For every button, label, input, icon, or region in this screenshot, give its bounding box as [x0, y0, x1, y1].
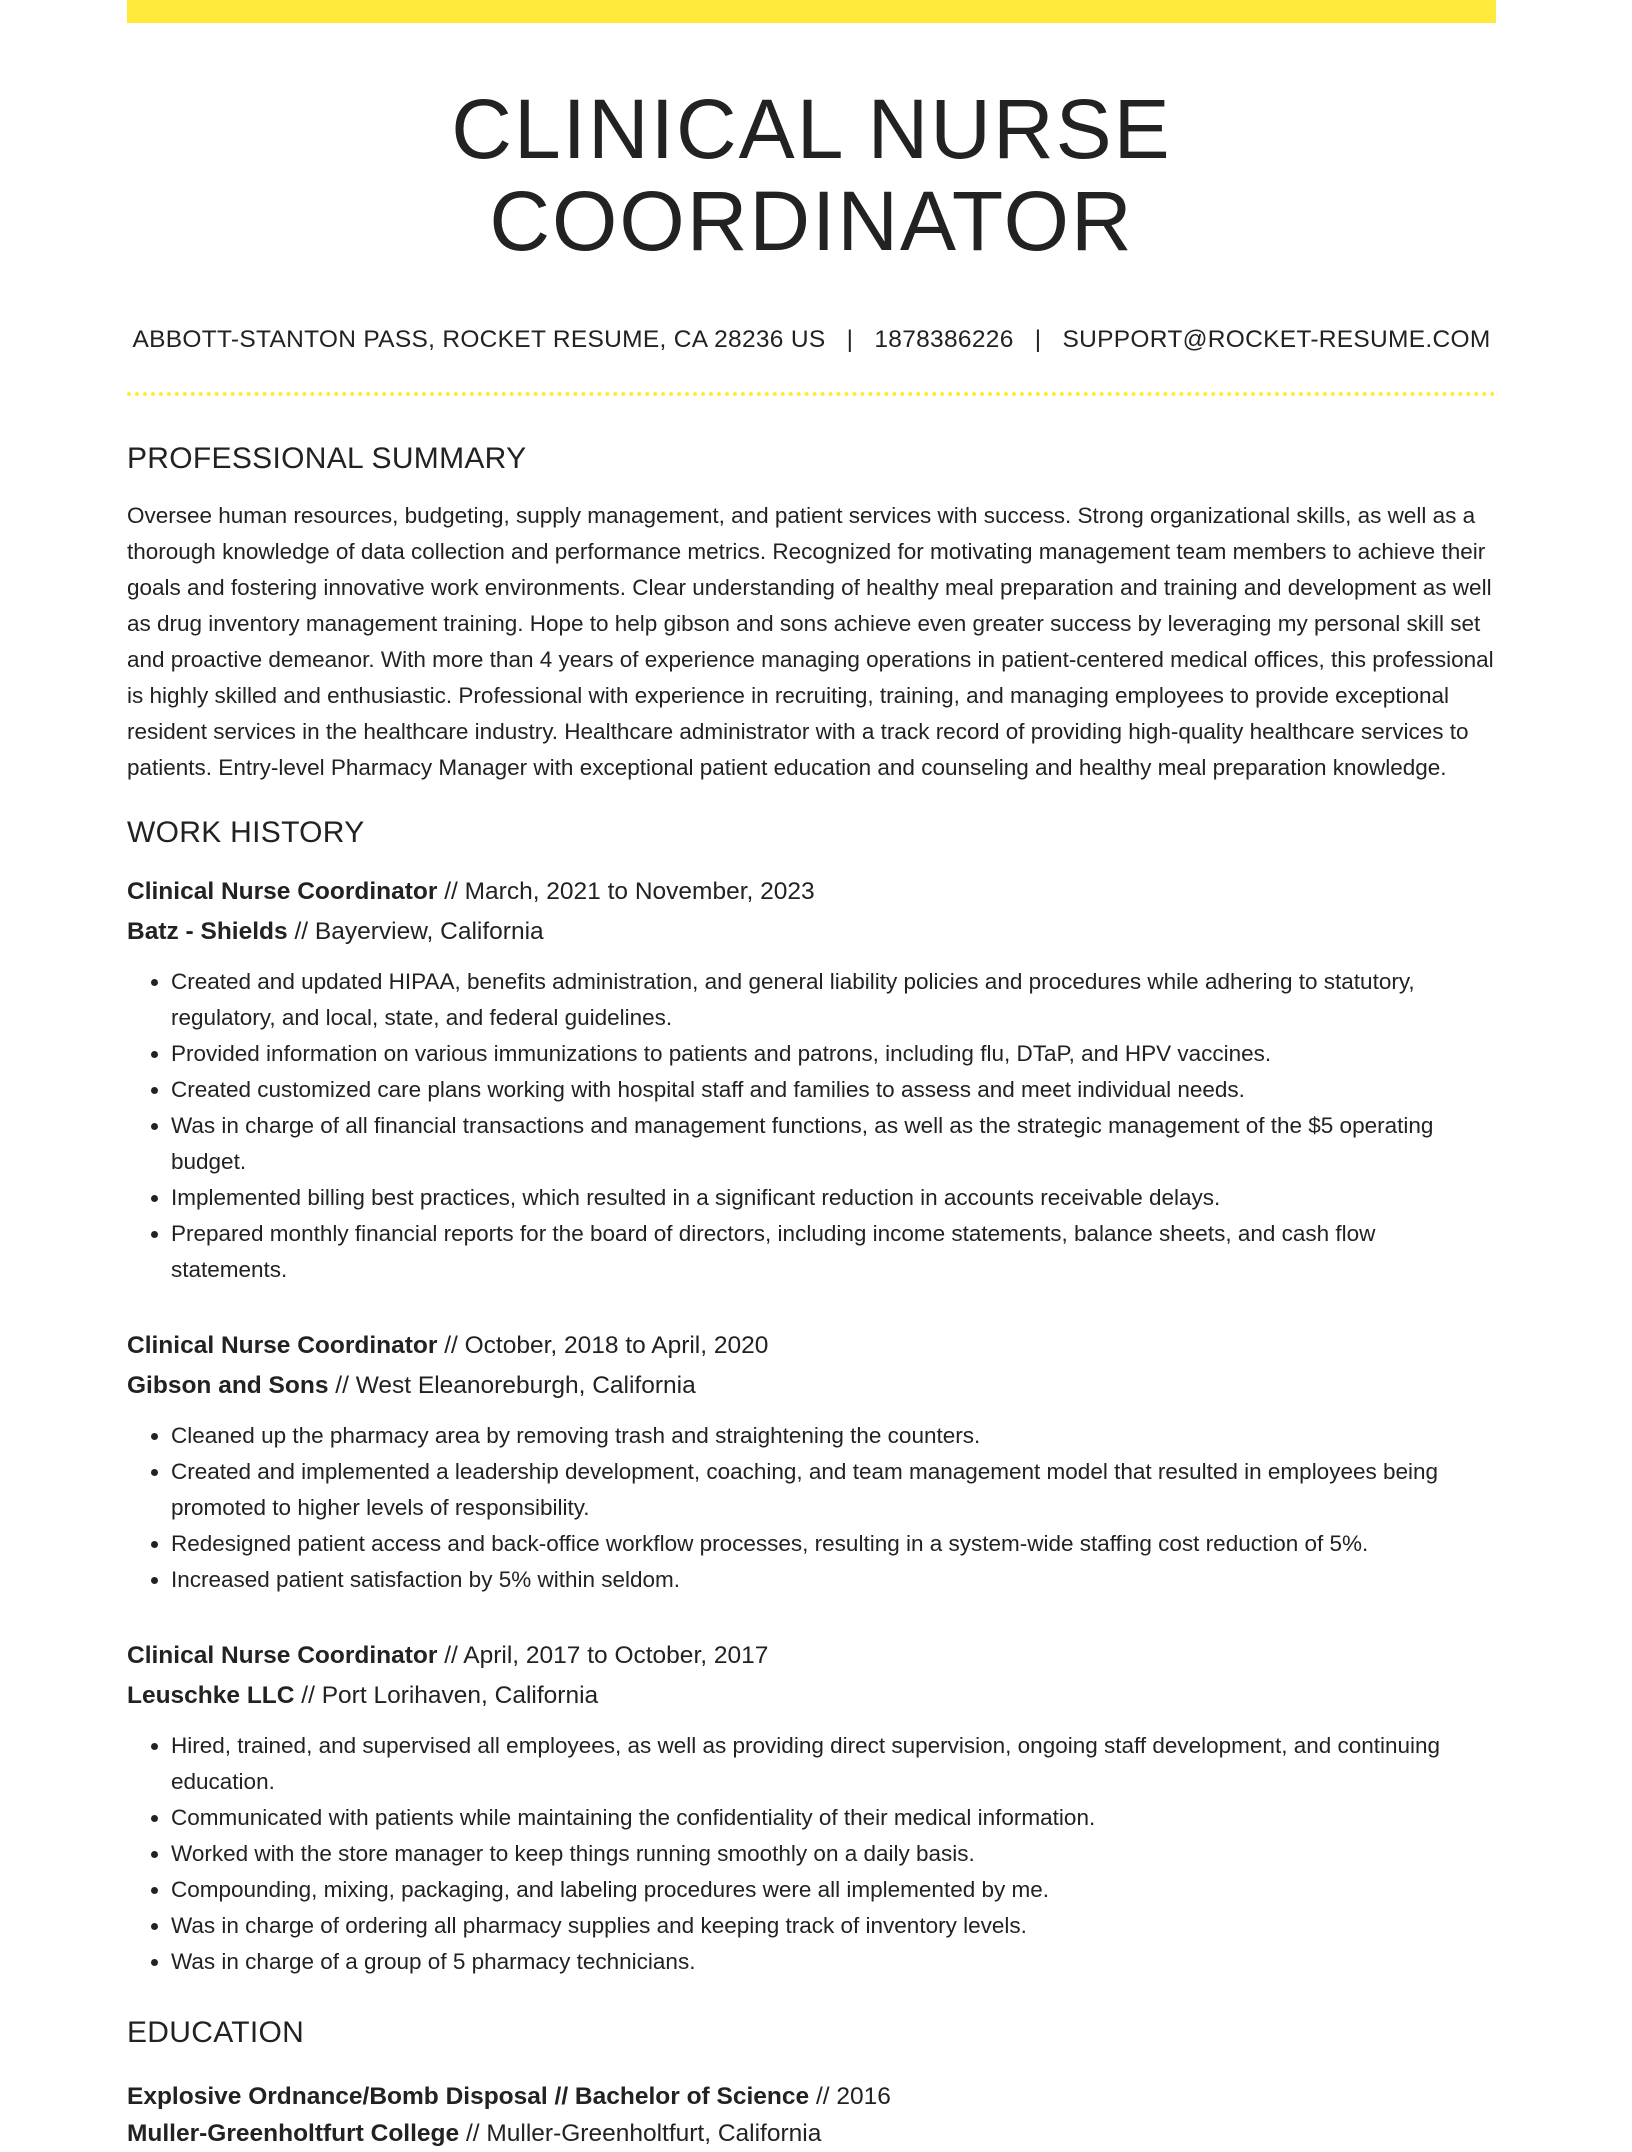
resume-title: CLINICAL NURSE COORDINATOR [451, 82, 1172, 269]
job-location: // Port Lorihaven, California [301, 1681, 599, 1709]
job-bullet: • Redesigned patient access and back-office workflow processes, resulting in a system-wide staffing cost reduction of 5%. [171, 1526, 1496, 1562]
job-title-line [127, 872, 1496, 912]
job-company: Leuschke LLC [127, 1681, 295, 1709]
job-entry [127, 1636, 1496, 1980]
education-degree-line [127, 2078, 1496, 2115]
contact-email: SUPPORT@ROCKET-RESUME.COM [1062, 325, 1491, 353]
contact-separator: | [1034, 325, 1042, 353]
job-title-line [127, 1326, 1496, 1366]
job-dates: // October, 2018 to April, 2020 [444, 1331, 769, 1359]
job-bullet: • Hired, trained, and supervised all employees, as well as providing direct supervision, ongoing staff development, and continuing education. [171, 1728, 1496, 1800]
job-entry [127, 1326, 1496, 1598]
job-bullet: • Worked with the store manager to keep things running smoothly on a daily basis. [171, 1836, 1496, 1872]
job-entry [127, 872, 1496, 1288]
job-bullet-list [127, 964, 1496, 1288]
education-entry [127, 2078, 1496, 2152]
contact-phone: 1878386226 [874, 325, 1014, 353]
work-history-heading: WORK HISTORY [127, 815, 365, 849]
dotted-divider [127, 392, 1496, 396]
education-heading: EDUCATION [127, 2015, 305, 2049]
accent-top-bar [127, 0, 1496, 23]
education-school-line [127, 2115, 1496, 2152]
job-company-line [127, 1676, 1496, 1716]
job-bullet: • Prepared monthly financial reports for the board of directors, including income statements, balance sheets, and cash flow statements. [171, 1216, 1496, 1288]
contact-address: ABBOTT-STANTON PASS, ROCKET RESUME, CA 28236 US [132, 325, 826, 353]
summary-text: Oversee human resources, budgeting, supply management, and patient services with success. Strong organizational skills, as well as a thorough knowledge of data collection and performance metrics. Recognized for motivating management team members to achieve their goals and fostering innovative work environments. Clear understanding of healthy meal preparation and training and development as well as drug inventory management training. Hope to help gibson and sons achieve even greater success by leveraging my personal skill set and proactive demeanor. With more than 4 years of experience managing operations in patient-centered medical offices, this professional is highly skilled and enthusiastic. Professional with experience in recruiting, training, and managing employees to provide exceptional resident services in the healthcare industry. Healthcare administrator with a track record of providing high-quality healthcare services to patients. Entry-level Pharmacy Manager with exceptional patient education and counseling and healthy meal preparation knowledge. [127, 502, 1494, 780]
education-section [127, 2016, 1496, 2152]
resume-page [127, 0, 1496, 2152]
education-location: // Muller-Greenholtfurt, California [465, 2119, 822, 2147]
job-company-line [127, 912, 1496, 952]
job-company-line [127, 1366, 1496, 1406]
summary-heading: PROFESSIONAL SUMMARY [127, 441, 527, 475]
job-title-line [127, 1636, 1496, 1676]
job-bullet: • Increased patient satisfaction by 5% within seldom. [171, 1562, 1496, 1598]
education-list [127, 2078, 1496, 2152]
summary-section [127, 442, 1496, 786]
job-dates: // April, 2017 to October, 2017 [444, 1641, 769, 1669]
job-bullet: • Communicated with patients while maintaining the confidentiality of their medical information. [171, 1800, 1496, 1836]
job-bullet: • Created and updated HIPAA, benefits administration, and general liability policies and procedures while adhering to statutory, regulatory, and local, state, and federal guidelines. [171, 964, 1496, 1036]
contact-separator: | [846, 325, 854, 353]
job-title: Clinical Nurse Coordinator [127, 1641, 438, 1669]
job-location: // Bayerview, California [294, 917, 544, 945]
education-school: Muller-Greenholtfurt College [127, 2119, 460, 2147]
job-dates: // March, 2021 to November, 2023 [444, 877, 815, 905]
job-title: Clinical Nurse Coordinator [127, 1331, 438, 1359]
job-bullet: • Was in charge of all financial transactions and management functions, as well as the strategic management of the $5 operating budget. [171, 1108, 1496, 1180]
contact-line [127, 326, 1496, 354]
education-year: // 2016 [815, 2082, 891, 2110]
job-bullet: • Created customized care plans working with hospital staff and families to assess and meet individual needs. [171, 1072, 1496, 1108]
job-bullet: • Was in charge of a group of 5 pharmacy technicians. [171, 1944, 1496, 1980]
job-list [127, 872, 1496, 1980]
education-degree: Explosive Ordnance/Bomb Disposal // Bachelor of Science [127, 2082, 810, 2110]
job-bullet: • Provided information on various immunizations to patients and patrons, including flu, DTaP, and HPV vaccines. [171, 1036, 1496, 1072]
job-bullet: • Compounding, mixing, packaging, and labeling procedures were all implemented by me. [171, 1872, 1496, 1908]
job-bullet: • Created and implemented a leadership development, coaching, and team management model that resulted in employees being promoted to higher levels of responsibility. [171, 1454, 1496, 1526]
job-bullet-list [127, 1728, 1496, 1980]
job-location: // West Eleanoreburgh, California [335, 1371, 696, 1399]
job-bullet: • Implemented billing best practices, which resulted in a significant reduction in accounts receivable delays. [171, 1180, 1496, 1216]
work-history-section [127, 816, 1496, 1980]
job-company: Gibson and Sons [127, 1371, 329, 1399]
job-bullet: • Cleaned up the pharmacy area by removing trash and straightening the counters. [171, 1418, 1496, 1454]
job-bullet-list [127, 1418, 1496, 1598]
job-bullet: • Was in charge of ordering all pharmacy supplies and keeping track of inventory levels. [171, 1908, 1496, 1944]
job-company: Batz - Shields [127, 917, 288, 945]
job-title: Clinical Nurse Coordinator [127, 877, 438, 905]
